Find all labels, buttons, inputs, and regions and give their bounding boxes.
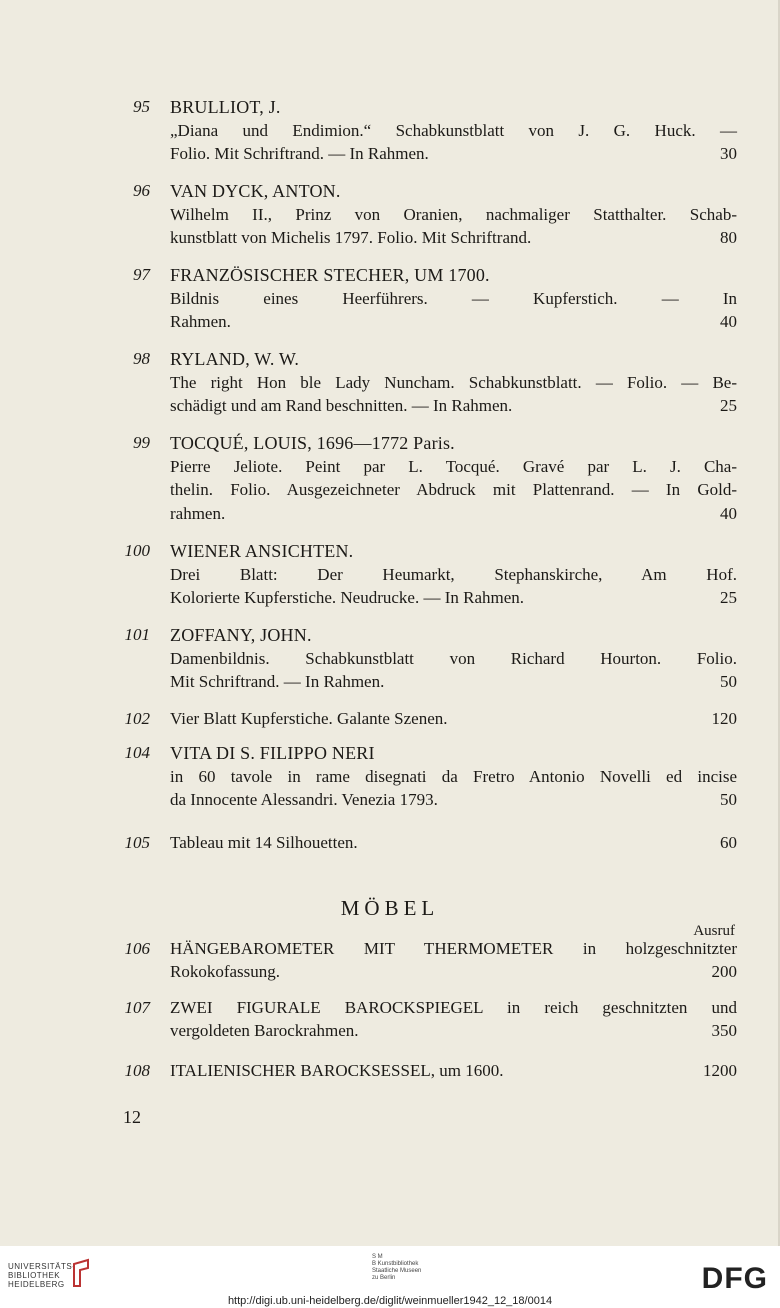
entry-price: 1200: [703, 1061, 737, 1080]
entry-line: Vier Blatt Kupferstiche. Galante Szenen.: [170, 709, 448, 728]
stamp-line: S M: [372, 1254, 383, 1260]
entry-line: Bildnis eines Heerführers. — Kupferstich. — In: [170, 289, 737, 308]
entry-line: Tableau mit 14 Silhouetten.: [170, 833, 358, 852]
entry-price: 60: [720, 833, 737, 852]
stamp-line: Staatliche Museen: [372, 1268, 422, 1274]
entry-number: 101: [124, 625, 150, 644]
entry-number: 108: [124, 1061, 150, 1080]
entry-line: vergoldeten Barockrahmen.: [170, 1021, 359, 1040]
stamp-line: zu Berlin: [372, 1275, 396, 1281]
entry-line: The right Hon ble Lady Nuncham. Schabkunstblatt. — Folio. — Be-: [170, 373, 737, 392]
entry-price: 120: [711, 709, 737, 728]
museum-stamp: [372, 1254, 421, 1282]
entry-line: Drei Blatt: Der Heumarkt, Stephanskirche, Am Hof.: [170, 565, 737, 584]
entry-line: da Innocente Alessandri. Venezia 1793.: [170, 790, 438, 809]
entry-line: „Diana und Endimion.“ Schabkunstblatt von J. G. Huck. —: [170, 121, 737, 140]
entry-line: HÄNGEBAROMETER MIT THERMOMETER in holzgeschnitzter: [170, 939, 737, 958]
entry-price: 200: [711, 962, 737, 981]
entry-price: 40: [720, 312, 737, 331]
entry-number: 102: [124, 709, 150, 728]
entry-title: BRULLIOT, J.: [170, 97, 281, 117]
library-mark-icon: [70, 1258, 94, 1288]
footer-bar: [0, 1246, 780, 1308]
entry-line: kunstblatt von Michelis 1797. Folio. Mit Schriftrand.: [170, 228, 532, 247]
entry-line: rahmen.: [170, 504, 226, 523]
entry-line: ZWEI FIGURALE BAROCKSPIEGEL in reich geschnitzten und: [170, 998, 737, 1017]
logo-line: HEIDELBERG: [8, 1280, 65, 1289]
entry-title: FRANZÖSISCHER STECHER, UM 1700.: [170, 265, 490, 285]
entry-number: 97: [133, 265, 150, 284]
entry-title: ZOFFANY, JOHN.: [170, 625, 312, 645]
entry-line: Pierre Jeliote. Peint par L. Tocqué. Gravé par L. J. Cha-: [170, 457, 737, 476]
entry-number: 96: [133, 181, 150, 200]
university-library-logo[interactable]: [8, 1262, 75, 1289]
entry-title: VITA DI S. FILIPPO NERI: [170, 743, 375, 763]
section-title: MÖBEL: [340, 896, 440, 920]
entry-line: Rokokofassung.: [170, 962, 281, 981]
entry-number: 104: [124, 743, 150, 762]
entry-price: 80: [720, 228, 737, 247]
entry-number: 100: [124, 541, 150, 560]
entry-line: Wilhelm II., Prinz von Oranien, nachmaliger Statthalter. Schab-: [170, 205, 737, 224]
entry-title: RYLAND, W. W.: [170, 349, 300, 369]
entry-title: VAN DYCK, ANTON.: [170, 181, 341, 201]
entry-number: 95: [133, 97, 150, 116]
entry-line: in 60 tavole in rame disegnati da Fretro Antonio Novelli ed incise: [170, 767, 737, 786]
entry-price: 50: [720, 672, 737, 691]
logo-line: BIBLIOTHEK: [8, 1271, 61, 1280]
entry-number: 98: [133, 349, 150, 368]
entry-number: 105: [124, 833, 150, 852]
entry-number: 107: [124, 998, 150, 1017]
entry-number: 106: [124, 939, 150, 958]
page-number: 12: [123, 1107, 141, 1127]
entry-price: 350: [711, 1021, 737, 1040]
dfg-logo[interactable]: DFG: [701, 1262, 768, 1295]
entry-price: 25: [720, 396, 737, 415]
entry-line: schädigt und am Rand beschnitten. — In Rahmen.: [170, 396, 513, 415]
entry-title: WIENER ANSICHTEN.: [170, 541, 354, 561]
source-url-link[interactable]: http://digi.ub.uni-heidelberg.de/diglit/weinmueller1942_12_18/0014: [227, 1295, 553, 1307]
ausruf-label: Ausruf: [693, 923, 735, 939]
entry-price: 30: [720, 144, 737, 163]
entry-line: Folio. Mit Schriftrand. — In Rahmen.: [170, 144, 429, 163]
entry-title: TOCQUÉ, LOUIS, 1696—1772 Paris.: [170, 433, 455, 453]
entry-line: Kolorierte Kupferstiche. Neudrucke. — In Rahmen.: [170, 588, 525, 607]
entry-price: 40: [720, 504, 737, 523]
entry-line: Damenbildnis. Schabkunstblatt von Richard Hourton. Folio.: [170, 649, 737, 668]
entry-line: thelin. Folio. Ausgezeichneter Abdruck mit Plattenrand. — In Gold-: [170, 480, 737, 499]
entry-line: Mit Schriftrand. — In Rahmen.: [170, 672, 385, 691]
entry-price: 25: [720, 588, 737, 607]
logo-line: UNIVERSITÄTS-: [8, 1262, 76, 1271]
entry-price: 50: [720, 790, 737, 809]
entry-line: Rahmen.: [170, 312, 231, 331]
stamp-line: B Kunstbibliothek: [372, 1261, 419, 1267]
entry-line: ITALIENISCHER BAROCKSESSEL, um 1600.: [170, 1061, 504, 1080]
entry-number: 99: [133, 433, 150, 452]
